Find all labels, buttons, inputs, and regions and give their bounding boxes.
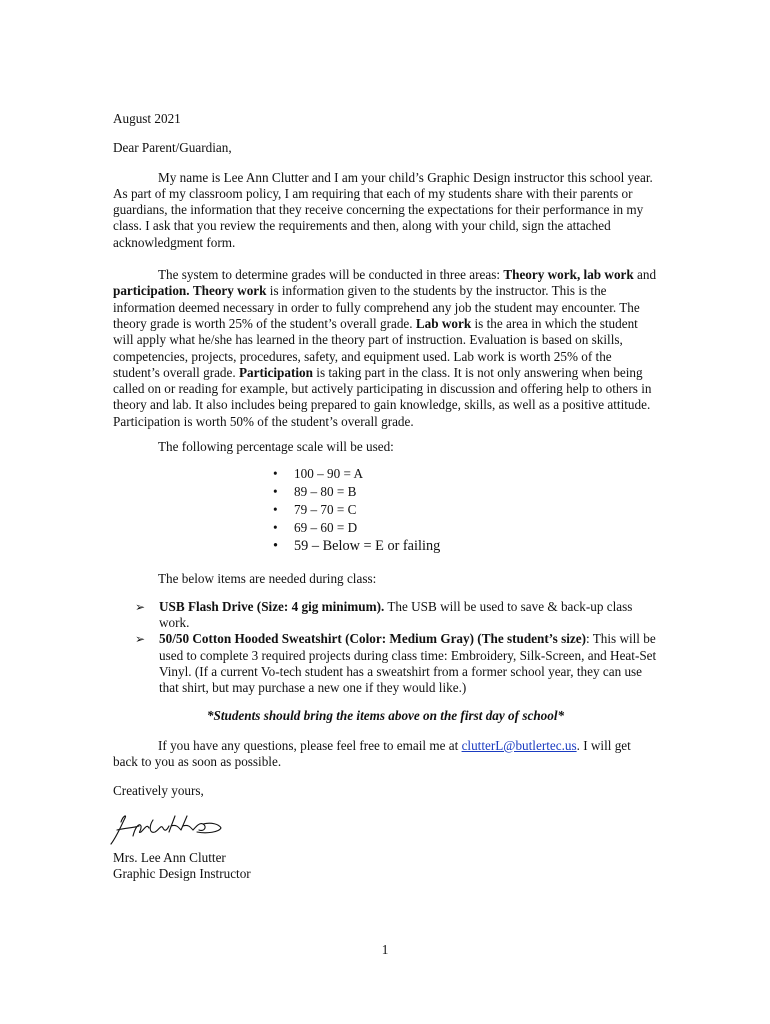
bullet-icon: • <box>273 502 278 518</box>
contact-text-before: If you have any questions, please feel free to email me at <box>158 737 462 753</box>
scale-item-label: 100 – 90 = A <box>294 466 363 482</box>
scale-item-label: 69 – 60 = D <box>294 520 358 536</box>
items-intro: The below items are needed during class: <box>158 571 377 587</box>
grading-text-1: The system to determine grades will be conducted in three areas: <box>158 267 504 283</box>
grading-bold-participation: participation. <box>113 283 190 299</box>
first-day-note: *Students should bring the items above on the first day of school* <box>206 708 565 724</box>
list-item <box>113 465 658 483</box>
list-item <box>113 631 658 696</box>
scale-intro: The following percentage scale will be used: <box>158 439 394 455</box>
grading-bold-theory-work: Theory work <box>192 283 267 299</box>
list-item <box>113 483 658 501</box>
grading-paragraph <box>113 267 658 430</box>
signer-title: Graphic Design Instructor <box>113 865 251 881</box>
greeting: Dear Parent/Guardian, <box>113 140 232 156</box>
grading-text-2: and <box>633 267 657 283</box>
supply-item-text: : This will be used to complete 3 required projects during class time: Embroidery, Silk-Screen, and Heat-Set Vinyl. (If a current Vo-tech student has a sweatshirt from a former school year, they can use that shirt, but may purchase a new one if they would like.) <box>159 631 657 696</box>
bullet-icon: • <box>273 520 278 536</box>
list-item <box>113 519 658 537</box>
scale-item-label: 89 – 80 = B <box>294 484 357 500</box>
bullet-icon: • <box>273 538 279 555</box>
letter-body <box>113 111 658 882</box>
bullet-icon: • <box>273 466 278 482</box>
supply-item-title: 50/50 Cotton Hooded Sweatshirt (Color: Medium Gray) (The student’s size) <box>159 631 586 647</box>
supplies-list <box>113 599 658 697</box>
closing: Creatively yours, <box>113 783 204 799</box>
signer-name: Mrs. Lee Ann Clutter <box>113 849 226 865</box>
letter-date: August 2021 <box>113 111 181 126</box>
bullet-icon: • <box>273 484 278 500</box>
grading-bold-theory-lab: Theory work, lab work <box>503 267 634 283</box>
supply-item-title: USB Flash Drive (Size: 4 gig minimum). <box>159 598 385 614</box>
grading-bold-lab-work: Lab work <box>415 315 472 331</box>
scale-item-label: 79 – 70 = C <box>294 502 357 518</box>
arrow-bullet-icon: ➢ <box>135 599 146 614</box>
grading-text-6: is taking part in the class. It is not only answering when being called on or reading for example, but actively participating in discussion and offering help to others in theory and lab. It also includes being prepared to gain knowledge, skills, as well as a positive attitude. Participation is worth 50% of the student’s overall grade. <box>113 364 652 429</box>
contact-paragraph <box>113 738 658 771</box>
grading-bold-participation-2: Participation <box>238 364 313 380</box>
supply-item-text: The USB will be used to save & back-up class work. <box>159 598 633 630</box>
intro-paragraph: My name is Lee Ann Clutter and I am your child’s Graphic Design instructor this school year. As part of my classroom policy, I am requiring that each of my students share with their parents or guardians, the information that they receive concerning the expectations for their performance in my class. I ask that you review the requirements and then, along with your child, sign the attached acknowledgment form. <box>113 169 653 250</box>
list-item <box>113 501 658 519</box>
arrow-bullet-icon: ➢ <box>135 632 146 647</box>
email-link[interactable]: clutterL@butlertec.us <box>461 737 577 753</box>
grade-scale-list <box>113 465 658 555</box>
list-item <box>113 599 658 632</box>
list-item <box>113 537 658 555</box>
grading-text-4: is information given to the students by the instructor. This is the information deemed necessary in order to fully comprehend any job the student may encounter. The theory grade is worth 25% of the student’s overall grade. <box>113 283 640 331</box>
page-number: 1 <box>381 942 389 957</box>
scale-item-label: 59 – Below = E or failing <box>294 538 441 555</box>
signature-icon <box>107 806 227 848</box>
contact-text-after: . I will get back to you as soon as possible. <box>113 737 631 770</box>
grading-text-5: is the area in which the student will apply what he/she has learned in the theory part of instruction. Evaluation is based on skills, competencies, projects, procedures, safety, and equipment used. Lab work is worth 25% of the student’s overall grade. <box>113 315 638 380</box>
